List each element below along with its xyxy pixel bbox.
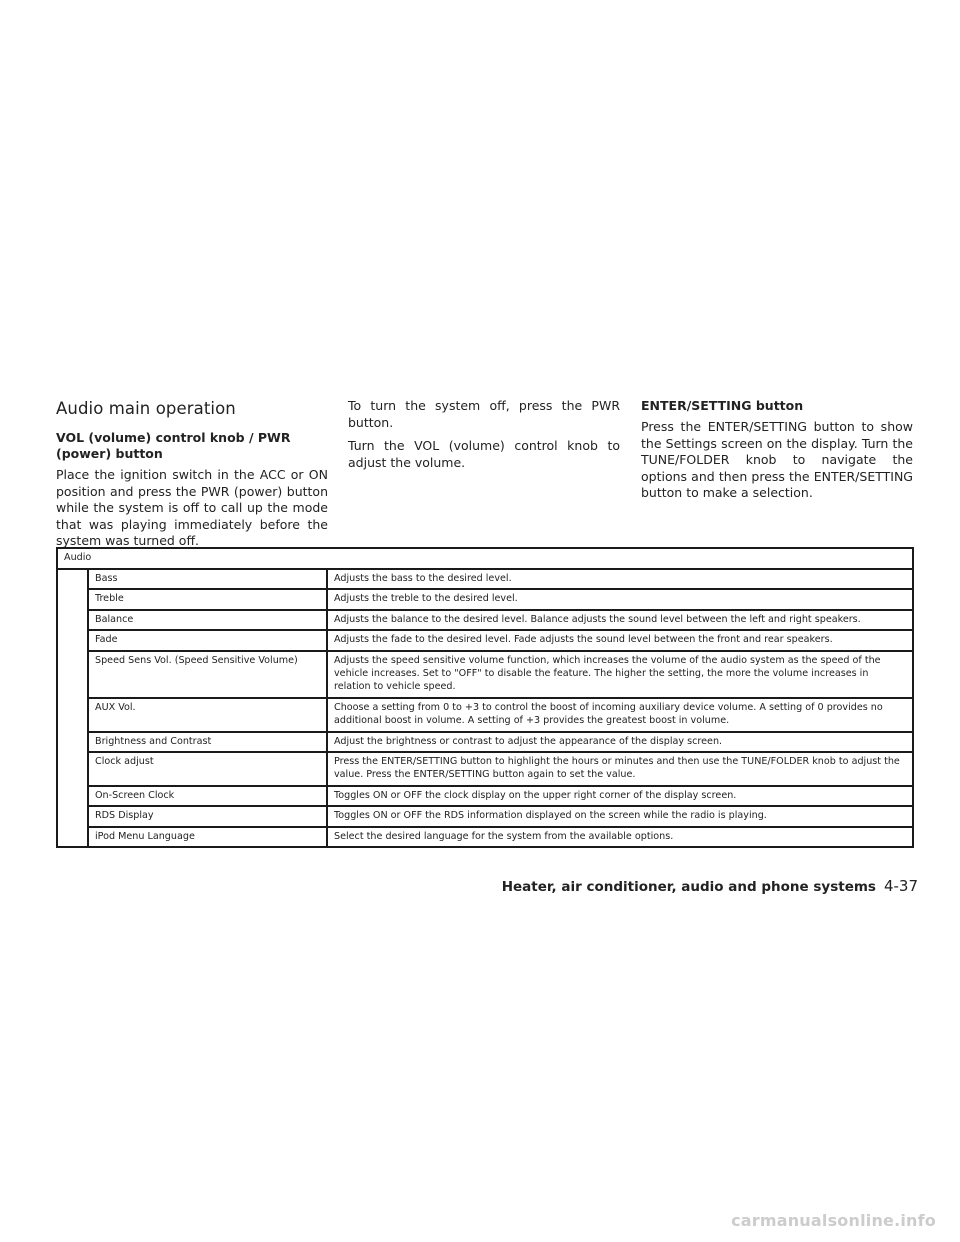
setting-description: Adjusts the bass to the desired level. bbox=[327, 569, 913, 589]
section-title: Audio main operation bbox=[56, 399, 236, 418]
page-footer bbox=[502, 877, 918, 895]
setting-item: AUX Vol. bbox=[88, 698, 327, 732]
setting-item: Balance bbox=[88, 610, 327, 630]
right-column bbox=[641, 398, 913, 509]
left-column bbox=[56, 398, 328, 557]
setting-description: Adjusts the balance to the desired level. Balance adjusts the sound level between the left and right speakers. bbox=[327, 610, 913, 630]
setting-item: Treble bbox=[88, 589, 327, 609]
setting-description: Adjust the brightness or contrast to adjust the appearance of the display screen. bbox=[327, 732, 913, 752]
setting-item: On-Screen Clock bbox=[88, 786, 327, 806]
table-row bbox=[57, 786, 913, 806]
middle-column bbox=[348, 398, 620, 478]
setting-description: Adjusts the treble to the desired level. bbox=[327, 589, 913, 609]
chapter-title: Heater, air conditioner, audio and phone systems bbox=[501, 879, 876, 895]
setting-description: Press the ENTER/SETTING button to highlight the hours or minutes and then use the TUNE/FOLDER knob to adjust the value. Press the ENTER/SETTING button again to set the value. bbox=[327, 752, 913, 786]
table-row bbox=[57, 569, 913, 589]
setting-item: Bass bbox=[88, 569, 327, 589]
enter-setting-paragraph: Press the ENTER/SETTING button to show the Settings screen on the display. Turn the TUNE/FOLDER knob to navigate the options and then press the ENTER/SETTING button to make a selection. bbox=[641, 419, 913, 500]
setting-description: Choose a setting from 0 to +3 to control the boost of incoming auxiliary device volume. A setting of 0 provides no additional boost in volume. A setting of +3 provides the greatest boost in volume. bbox=[327, 698, 913, 732]
watermark: carmanualsonline.info bbox=[731, 1211, 936, 1230]
vol-pwr-subhead: VOL (volume) control knob / PWR (power) button bbox=[56, 430, 291, 461]
table-row bbox=[57, 651, 913, 698]
setting-item: iPod Menu Language bbox=[88, 827, 327, 847]
setting-item: Fade bbox=[88, 630, 327, 650]
table-group-label: Audio bbox=[57, 548, 913, 569]
table-row bbox=[57, 698, 913, 732]
setting-description: Toggles ON or OFF the RDS information displayed on the screen while the radio is playing. bbox=[327, 806, 913, 826]
table-row bbox=[57, 589, 913, 609]
setting-item: Speed Sens Vol. (Speed Sensitive Volume) bbox=[88, 651, 327, 698]
setting-description: Adjusts the fade to the desired level. Fade adjusts the sound level between the front and rear speakers. bbox=[327, 630, 913, 650]
table-row bbox=[57, 732, 913, 752]
vol-pwr-paragraph: Place the ignition switch in the ACC or ON position and press the PWR (power) button while the system is off to call up the mode that was playing immediately before the system was turned off. bbox=[56, 467, 328, 548]
setting-description: Toggles ON or OFF the clock display on the upper right corner of the display screen. bbox=[327, 786, 913, 806]
table-group-row bbox=[57, 548, 913, 569]
table-row bbox=[57, 752, 913, 786]
table-indent-cell bbox=[57, 569, 88, 847]
enter-setting-subhead: ENTER/SETTING button bbox=[641, 398, 804, 413]
setting-item: RDS Display bbox=[88, 806, 327, 826]
power-off-paragraph: To turn the system off, press the PWR button. bbox=[348, 398, 620, 430]
page-number: 4-37 bbox=[883, 877, 918, 895]
table-row bbox=[57, 827, 913, 847]
setting-item: Brightness and Contrast bbox=[88, 732, 327, 752]
table-row bbox=[57, 630, 913, 650]
table-row bbox=[57, 610, 913, 630]
audio-settings-table bbox=[56, 547, 914, 848]
setting-description: Adjusts the speed sensitive volume function, which increases the volume of the audio system as the speed of the vehicle increases. Set to "OFF" to disable the feature. The higher the setting, the more the volume increases in relation to vehicle speed. bbox=[327, 651, 913, 698]
setting-item: Clock adjust bbox=[88, 752, 327, 786]
table-row bbox=[57, 806, 913, 826]
setting-description: Select the desired language for the system from the available options. bbox=[327, 827, 913, 847]
volume-paragraph: Turn the VOL (volume) control knob to adjust the volume. bbox=[348, 438, 620, 470]
